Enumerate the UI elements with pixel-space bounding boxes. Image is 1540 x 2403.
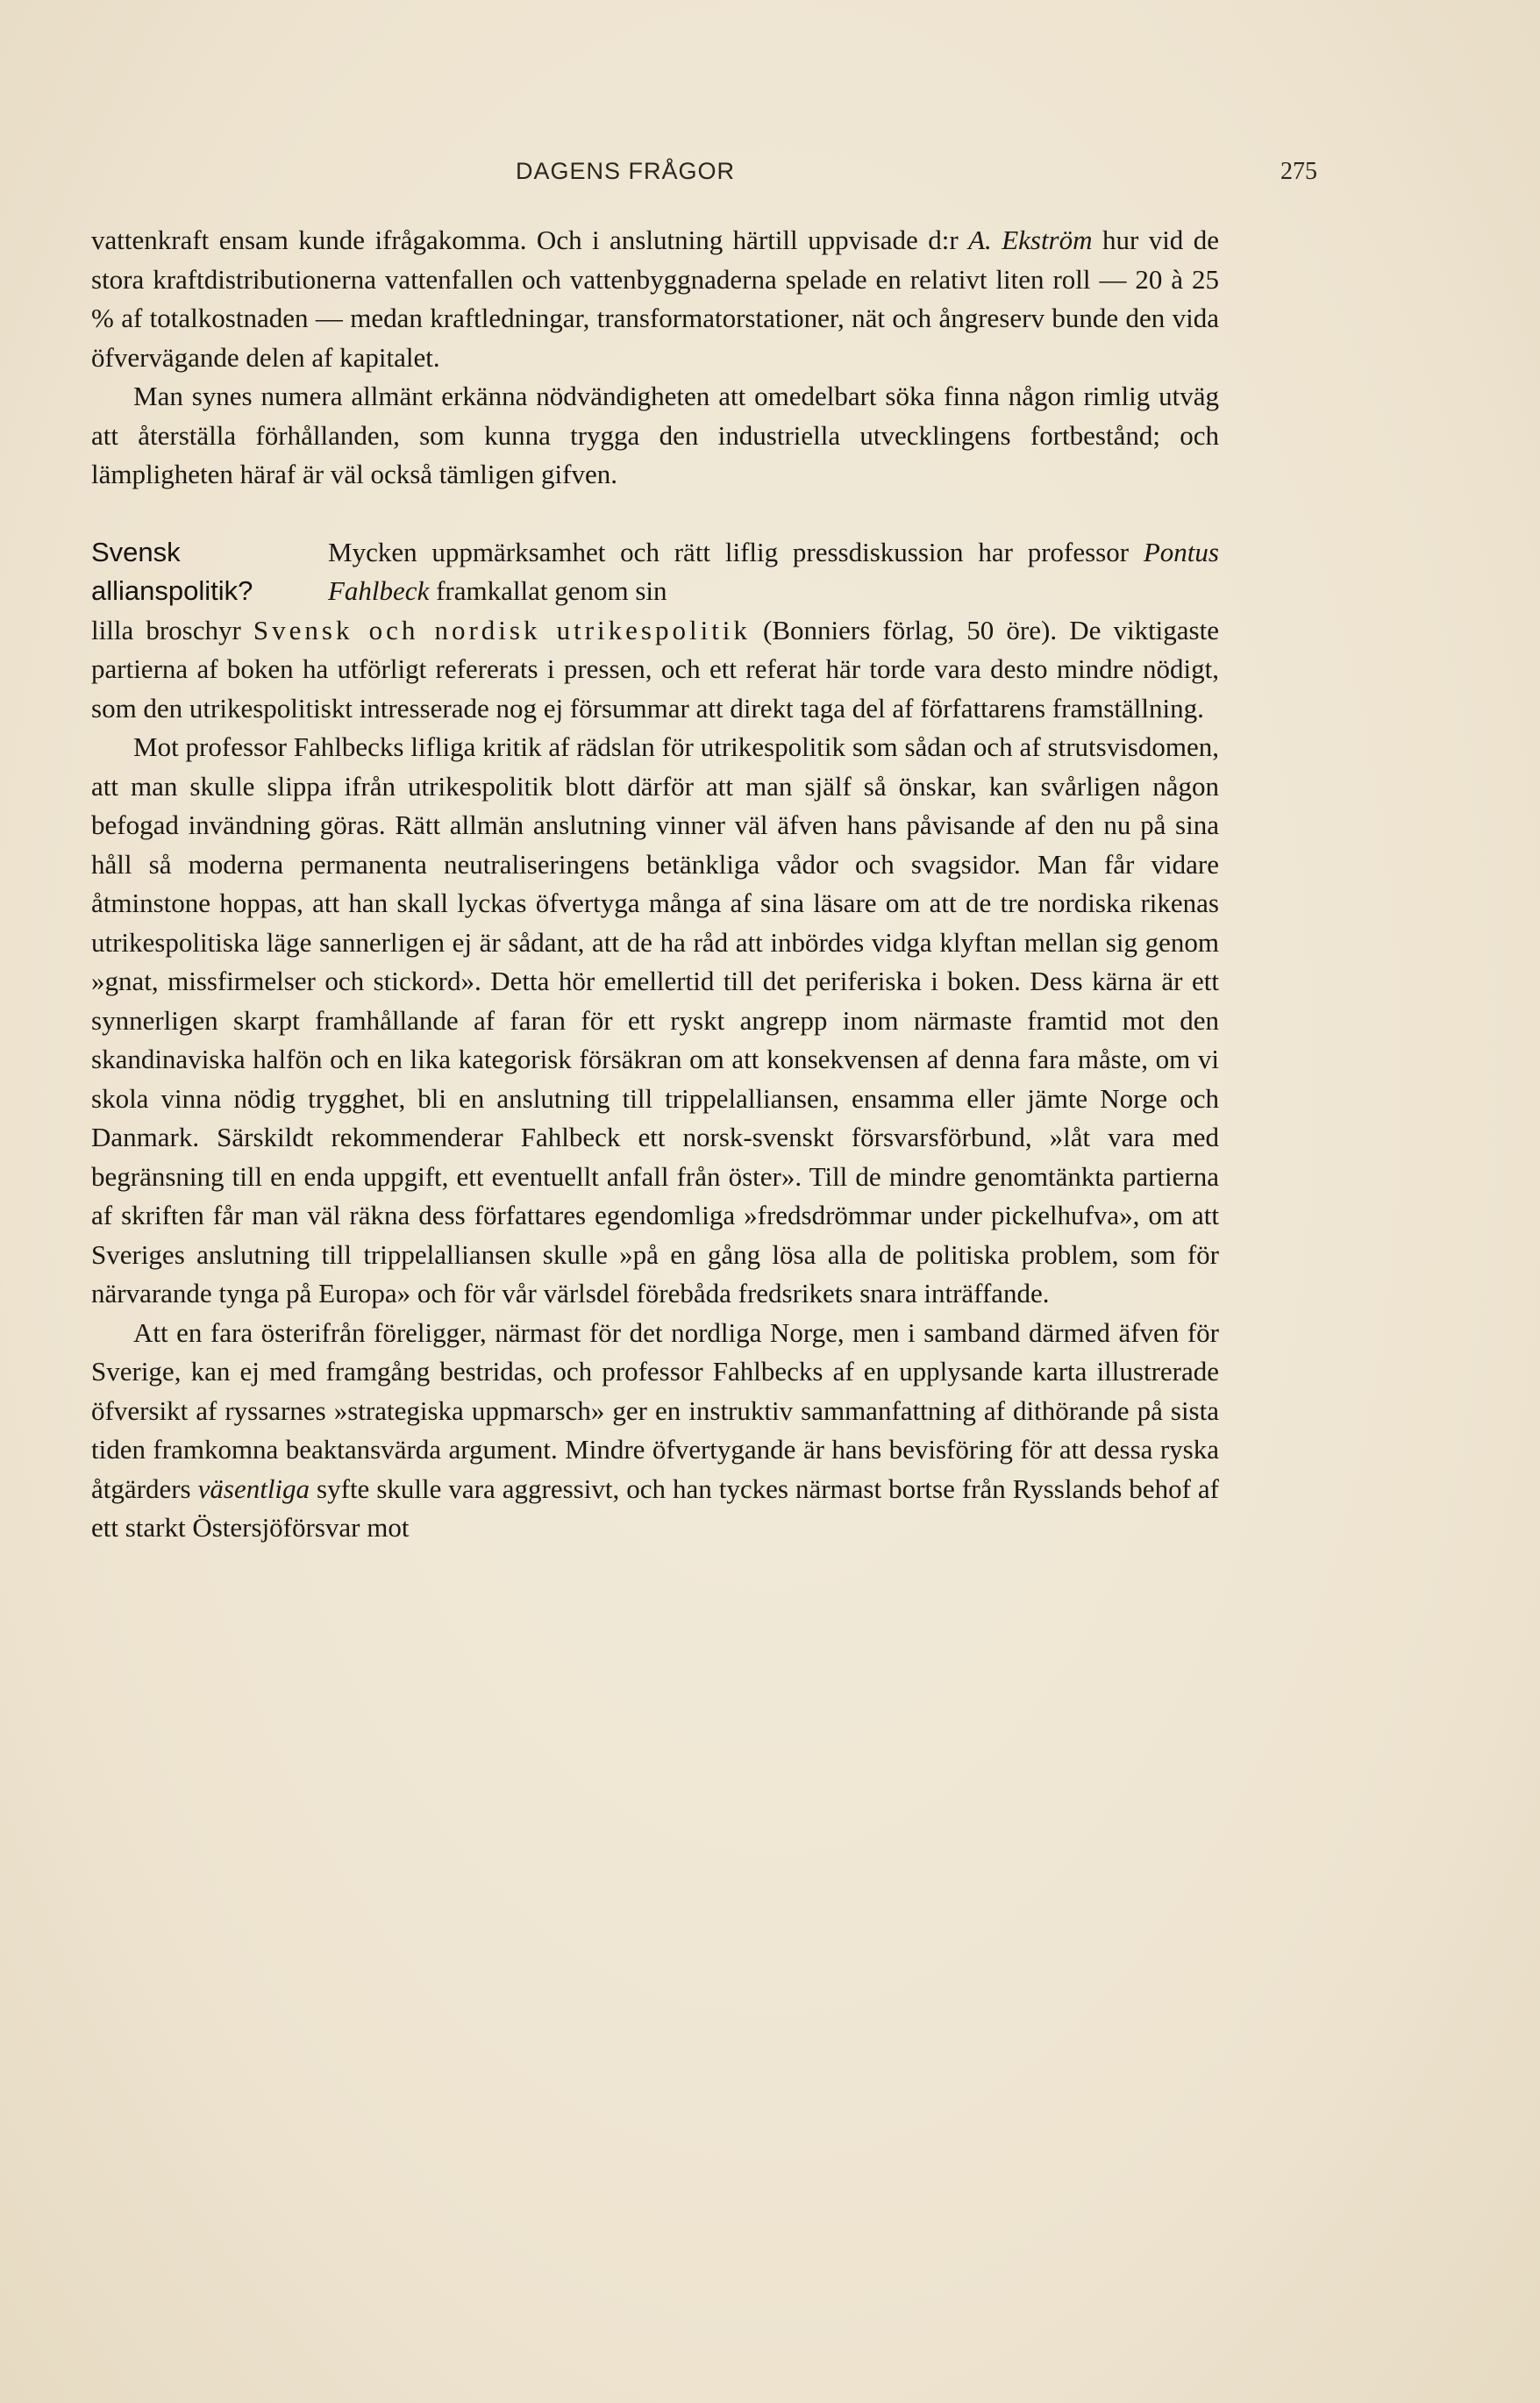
intro-text-b: hur vid de stora kraftdistributionerna vattenfallen och vattenbyggnaderna spelade en relativt liten roll — 20 à 25 % af totalkostnaden — medan kraftledningar, transformatorstationer, nät och ångreserv bunde den vida öfvervägande delen af kapitalet. — [91, 225, 1219, 373]
section-divider-space — [91, 495, 1219, 533]
body-text — [91, 221, 1219, 1548]
section-lead-text — [328, 533, 1219, 611]
page-header — [91, 158, 1317, 193]
section-p3-b: syfte skulle vara aggressivt, och han tyckes närmast bortse från Rysslands behof af ett starkt Östersjöförsvar mot — [91, 1472, 1219, 1543]
lead-text-a: Mycken uppmärksamhet och rätt liflig pressdiskussion har professor — [328, 536, 1144, 567]
intro-paragraph-1 — [91, 221, 1219, 377]
side-label-line-2: allianspolitik? — [91, 575, 253, 606]
section-paragraph-3 — [91, 1314, 1219, 1548]
page-number: 275 — [1280, 158, 1317, 185]
section-p3-a: Att en fara österifrån föreligger, närmast för det nordliga Norge, men i samband därmed äfven för Sverige, kan ej med framgång bestridas, och professor Fahlbecks af en upplysande karta illustrerade öfversikt af ryssarnes »strategiska uppmarsch» ger en instruktiv sammanfattning af dithörande på sista tiden framkomna beaktansvärda argument. Mindre öfvertygande är hans bevisföring för att dessa ryska åtgärders — [91, 1316, 1219, 1504]
section-heading-row — [91, 533, 1219, 611]
lead-text-b: framkallat genom sin — [429, 575, 667, 606]
person-name-ekstrom: A. Ekström — [968, 225, 1093, 255]
section-paragraph-2: Mot professor Fahlbecks lifliga kritik af rädslan för utrikespolitik som sådan och af strutsvisdomen, att man skulle slippa ifrån utrikespolitik blott därför att man själf så önskar, kan svårligen någon befogad invändning göras. Rätt allmän anslutning vinner väl äfven hans påvisande af den nu på sina håll så moderna permanenta neutraliseringens betänkliga vådor och svagsidor. Man får vidare åtminstone hoppas, att han skall lyckas öfvertyga många af sina läsare om att de tre nordiska rikenas utrikespolitiska läge sannerligen ej är sådant, att de ha råd att inbördes vidga klyftan mellan sig genom »gnat, missfirmelser och stickord». Detta hör emellertid till det periferiska i boken. Dess kärna är ett synnerligen skarpt framhållande af faran för ett ryskt angrepp inom närmaste framtid mot den skandinaviska halfön och en lika kategorisk försäkran om att konsekvensen af denna fara måste, om vi skola vinna nödig trygghet, bli en anslutning till trippelalliansen, ensamma eller jämte Norge och Danmark. Särskildt rekommenderar Fahlbeck ett norsk-svenskt försvarsförbund, »låt vara med begränsning till en enda uppgift, ett eventuellt anfall från öster». Till de mindre genomtänkta partierna af skriften får man väl räkna dess författares egendomliga »fredsdrömmar under pickelhufva», om att Sveriges anslutning till trippelalliansen skulle »på en gång lösa alla de politiska problem, som för närvarande tynga på Europa» och för vår värlsdel förebåda fredsrikets snara inträffande. — [91, 731, 1219, 1308]
section-p1-b: (Bonniers förlag, 50 öre). De viktigaste partierna af boken ha utförligt refererats i pressen, och ett referat här torde vara desto mindre nödigt, som den utrikespolitiskt intresserade nog ej försummar att direkt taga del af författarens framställning. — [91, 614, 1219, 724]
intro-paragraph-2: Man synes numera allmänt erkänna nödvändigheten att omedelbart söka finna någon rimlig utväg att återställa förhållanden, som kunna trygga den industriella utvecklingens fortbestånd; och lämpligheten häraf är väl också tämligen gifven. — [91, 381, 1219, 489]
running-title: DAGENS FRÅGOR — [516, 158, 736, 184]
person-name-fahlbeck: Pontus Fahlbeck — [328, 536, 1219, 606]
side-label-line-1: Svensk — [91, 536, 181, 567]
book-title: Svensk och nordisk utrikespolitik — [253, 614, 751, 645]
section-paragraph-1 — [91, 611, 1219, 729]
emphasis-vasentliga: väsentliga — [197, 1472, 310, 1504]
section-side-label — [91, 533, 328, 611]
intro-text-a: vattenkraft ensam kunde ifrågakomma. Och i anslutning härtill uppvisade d:r — [91, 225, 969, 255]
section-p1-a: lilla broschyr — [91, 614, 253, 645]
